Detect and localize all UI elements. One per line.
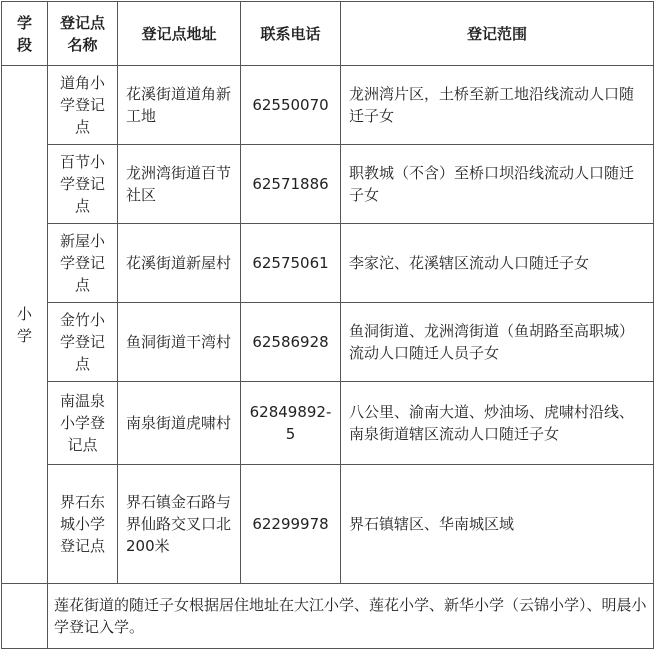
registration-table [1, 1, 654, 649]
point-range: 职教城（不含）至桥口坝沿线流动人口随迁子女 [341, 145, 654, 224]
point-phone: 62299978 [241, 465, 341, 584]
table-row [2, 66, 654, 145]
point-name: 南温泉小学登记点 [48, 382, 118, 465]
point-phone: 62575061 [241, 224, 341, 303]
table-row [2, 382, 654, 465]
point-range: 龙洲湾片区，土桥至新工地沿线流动人口随迁子女 [341, 66, 654, 145]
point-address: 龙洲湾街道百节社区 [118, 145, 241, 224]
note-text: 莲花街道的随迁子女根据居住地址在大江小学、莲花小学、新华小学（云锦小学）、明晨小学登记入学。 [48, 584, 654, 649]
table-row [2, 145, 654, 224]
table-row [2, 224, 654, 303]
header-stage: 学段 [2, 2, 48, 66]
table-row [2, 465, 654, 584]
point-name: 金竹小学登记点 [48, 303, 118, 382]
point-range: 界石镇辖区、华南城区域 [341, 465, 654, 584]
point-range: 鱼洞街道、龙洲湾街道（鱼胡路至高职城）流动人口随迁人员子女 [341, 303, 654, 382]
note-spacer [2, 584, 48, 649]
point-phone: 62586928 [241, 303, 341, 382]
header-phone: 联系电话 [241, 2, 341, 66]
header-range: 登记范围 [341, 2, 654, 66]
point-address: 界石镇金石路与界仙路交叉口北200米 [118, 465, 241, 584]
point-phone: 62849892-5 [241, 382, 341, 465]
point-address: 鱼洞街道干湾村 [118, 303, 241, 382]
header-address: 登记点地址 [118, 2, 241, 66]
point-name: 界石东城小学登记点 [48, 465, 118, 584]
stage-cell: 小学 [2, 66, 48, 584]
point-name: 百节小学登记点 [48, 145, 118, 224]
point-address: 花溪街道新屋村 [118, 224, 241, 303]
point-range: 李家沱、花溪辖区流动人口随迁子女 [341, 224, 654, 303]
point-address: 南泉街道虎啸村 [118, 382, 241, 465]
note-row [2, 584, 654, 649]
header-row [2, 2, 654, 66]
point-phone: 62571886 [241, 145, 341, 224]
point-address: 花溪街道道角新工地 [118, 66, 241, 145]
point-phone: 62550070 [241, 66, 341, 145]
point-name: 新屋小学登记点 [48, 224, 118, 303]
table-row [2, 303, 654, 382]
point-range: 八公里、渝南大道、炒油场、虎啸村沿线、南泉街道辖区流动人口随迁子女 [341, 382, 654, 465]
point-name: 道角小学登记点 [48, 66, 118, 145]
header-name: 登记点名称 [48, 2, 118, 66]
